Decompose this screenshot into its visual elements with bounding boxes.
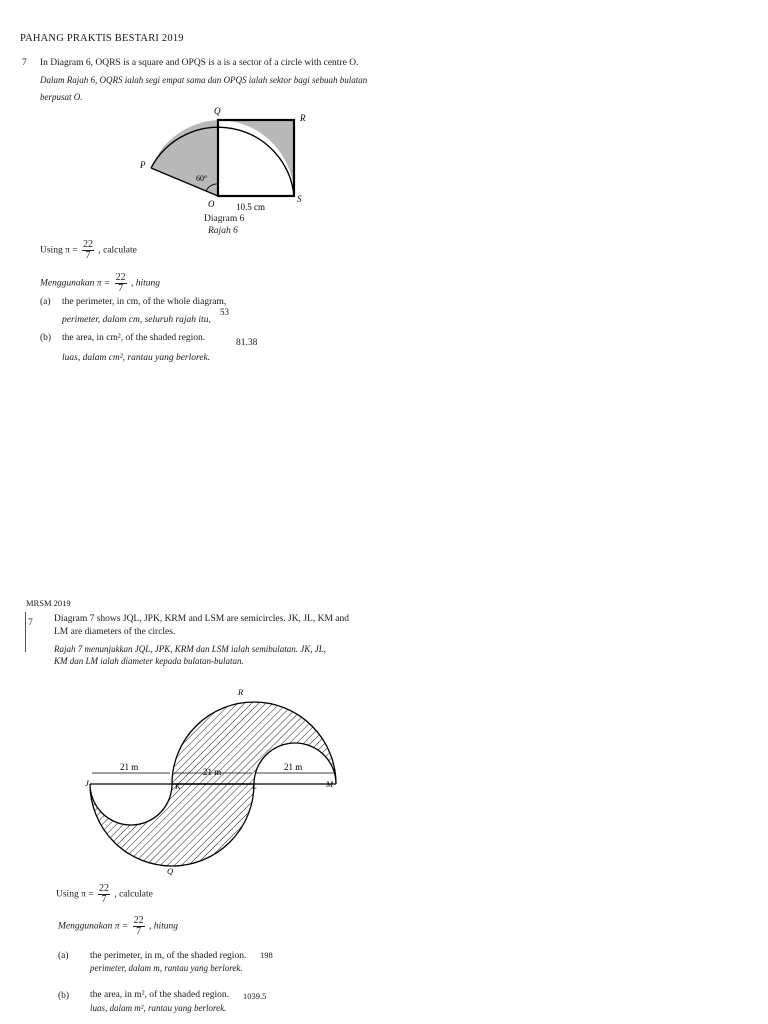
q2-part-b-answer: 1039.5 [243, 991, 267, 1001]
q1-stem-my-line-1: Dalam Rajah 6, OQRS ialah segi empat sama dan OPQS ialah sektor bagi sebuah bulatan [40, 75, 368, 85]
q1-using-my [40, 273, 160, 294]
q1-part-a-label: (a) [40, 297, 51, 307]
q1-using-my-post: , hitung [131, 278, 161, 289]
q2-using-my-pre: Menggunakan π = [58, 921, 129, 932]
diagram-6-shaded-left [151, 120, 218, 196]
label-length: 10.5 cm [236, 202, 265, 212]
q2-stem-en-line-1: Diagram 7 shows JQL, JPK, KRM and LSM are semicircles. JK, JL, KM and [54, 614, 349, 624]
q2-part-b-my: luas, dalam m², rantau yang berlorek. [90, 1003, 227, 1013]
q1-stem-en: In Diagram 6, OQRS is a square and OPQS is a is a sector of a circle with centre O. [40, 58, 359, 68]
q1-source-heading: PAHANG PRAKTIS BESTARI 2019 [20, 33, 184, 44]
q2-part-a-en: the perimeter, in m, of the shaded region. [90, 951, 247, 961]
q2-using-en-pre: Using π = [56, 889, 94, 900]
q1-pi-fraction-en [82, 240, 94, 261]
q1-using-en-pre: Using π = [40, 245, 78, 256]
label-l: L [252, 781, 257, 791]
q2-pi-fraction-my [133, 916, 145, 937]
q1-part-a-answer: 53 [220, 307, 229, 317]
q1-part-b-answer: 81.38 [236, 338, 258, 348]
diagram-7-shaded-lower [90, 784, 254, 866]
q1-using-my-pre: Menggunakan π = [40, 278, 111, 289]
q2-pi-num-en: 22 [98, 883, 109, 894]
q2-part-a-label: (a) [58, 951, 69, 961]
q2-part-a-my: perimeter, dalam m, rantau yang berlorek. [90, 963, 243, 973]
q2-stem-my-line-2: KM dan LM ialah diameter kepada bulatan-bulatan. [54, 656, 244, 666]
q1-pi-num-my: 22 [115, 272, 126, 283]
q1-pi-den-en: 7 [85, 250, 91, 261]
q1-part-b-my: luas, dalam cm², rantau yang berlorek. [62, 353, 211, 363]
diagram-6 [130, 100, 330, 220]
label-r: R [238, 687, 244, 697]
diagram-7-shaded-upper [172, 702, 336, 784]
q2-margin-rule [25, 612, 26, 652]
q1-part-a-my: perimeter, dalam cm, seluruh rajah itu, [62, 315, 211, 325]
q1-part-a-en: the perimeter, in cm, of the whole diagram, [62, 297, 227, 307]
label-angle: 60° [196, 174, 208, 183]
q1-pi-den-my: 7 [118, 283, 124, 294]
q2-using-en-post: , calculate [114, 889, 153, 900]
q2-stem-en-line-2: LM are diameters of the circles. [54, 627, 176, 637]
q2-pi-den-my: 7 [136, 926, 142, 937]
q2-part-b-en: the area, in m², of the shaded region. [90, 990, 229, 1000]
label-m: M [326, 779, 334, 789]
q2-using-my [58, 916, 178, 937]
q1-number: 7 [22, 58, 27, 68]
q1-stem-my-line-2: berpusat O. [40, 92, 83, 102]
q2-pi-fraction-en [98, 884, 110, 905]
q2-part-b-label: (b) [58, 991, 70, 1001]
label-q: Q [167, 866, 174, 876]
q2-pi-num-my: 22 [133, 915, 144, 926]
label-j: J [85, 778, 89, 788]
label-p: P [140, 160, 146, 170]
diagram-7 [80, 680, 350, 880]
diagram-6-shaded-right [218, 120, 294, 196]
q1-caption-en: Diagram 6 [204, 214, 245, 224]
q1-caption-my: Rajah 6 [208, 226, 238, 236]
label-21m-2: 21 m [203, 767, 222, 777]
label-21m-1: 21 m [120, 762, 139, 772]
q2-stem-my-line-1: Rajah 7 menunjukkan JQL, JPK, KRM dan LSM ialah semibulatan. JK, JL, [54, 644, 326, 654]
q2-pi-den-en: 7 [101, 894, 107, 905]
q2-using-my-post: , hitung [149, 921, 179, 932]
label-k: K [175, 781, 181, 791]
label-q: Q [214, 106, 221, 116]
label-o: O [208, 199, 215, 209]
label-s: S [297, 194, 302, 204]
q2-source-heading: MRSM 2019 [26, 598, 71, 608]
q1-pi-num-en: 22 [82, 239, 93, 250]
label-21m-3: 21 m [284, 762, 303, 772]
q1-part-b-en: the area, in cm², of the shaded region. [62, 333, 206, 343]
q2-number: 7 [28, 618, 33, 628]
q1-part-b-label: (b) [40, 333, 52, 343]
q1-pi-fraction-my [115, 273, 127, 294]
q2-part-a-answer: 198 [260, 950, 273, 960]
q1-using-en-post: , calculate [98, 245, 137, 256]
label-r: R [300, 113, 306, 123]
q1-using-en [40, 240, 137, 261]
q2-using-en [56, 884, 153, 905]
